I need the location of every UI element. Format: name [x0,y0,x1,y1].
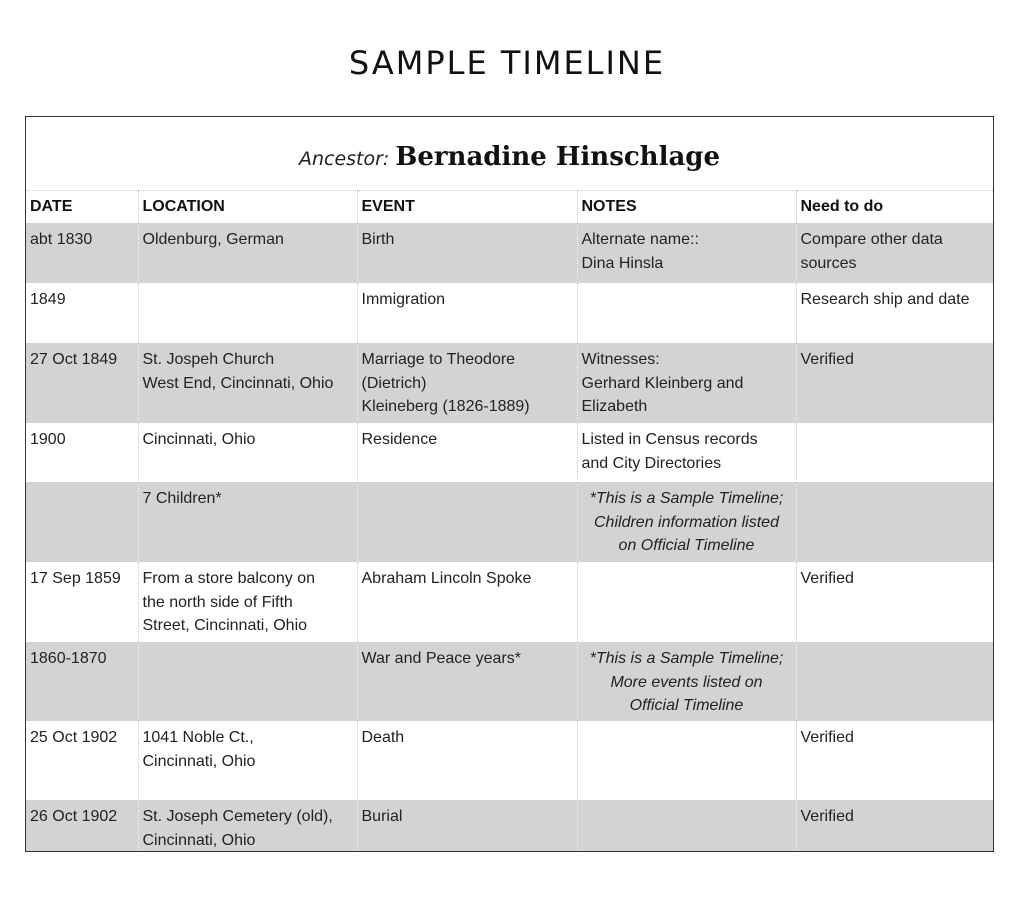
cell-line: St. Joseph Cemetery (old), [142,808,333,825]
cell-todo [796,562,993,642]
column-header-location: LOCATION [138,191,357,224]
cell-date [26,482,138,562]
cell-date [26,283,138,343]
cell-line: Marriage to Theodore [361,351,516,368]
ancestor-name: Bernadine Hinschlage [395,142,721,172]
cell-line: Residence [361,431,438,448]
cell-notes [577,562,796,642]
cell-notes [577,423,796,482]
cell-line: the north side of Fifth [142,593,293,611]
cell-event [357,283,577,343]
cell-line: Compare other data [800,231,943,248]
column-header-notes: NOTES [577,191,796,224]
cell-todo [796,223,993,283]
cell-text: 1860-1870 [30,650,107,667]
cell-location [138,642,357,721]
cell-line: More events listed on [610,673,763,691]
cell-notes [577,482,796,562]
cell-todo [796,423,993,482]
cell-event [357,721,577,800]
cell-todo [796,721,993,800]
cell-notes [577,642,796,721]
cell-text: abt 1830 [30,231,93,248]
cell-event [357,343,577,423]
page-title: SAMPLE TIMELINE [348,44,666,82]
cell-event [357,800,577,852]
cell-text: 27 Oct 1849 [30,351,118,368]
cell-line: Death [361,729,405,746]
cell-line: Verified [800,729,854,746]
table-row [26,482,993,562]
cell-line: Verified [800,570,854,587]
cell-event [357,223,577,283]
table-row [26,343,993,423]
table-row [26,223,993,283]
cell-date [26,423,138,482]
cell-event [357,562,577,642]
cell-line: Gerhard Kleinberg and [581,374,744,392]
cell-line: 7 Children* [142,490,222,507]
cell-notes [577,223,796,283]
cell-line: War and Peace years* [361,650,521,667]
cell-line: *This is a Sample Timeline; [589,650,784,667]
cell-location [138,482,357,562]
cell-event [357,642,577,721]
cell-date [26,562,138,642]
table-row [26,562,993,642]
table-row [26,642,993,721]
cell-line: Street, Cincinnati, Ohio [142,617,308,634]
column-header-event: EVENT [357,191,577,224]
table-row [26,721,993,800]
cell-date [26,721,138,800]
cell-text: 1849 [30,291,66,308]
cell-line: Cincinnati, Ohio [142,752,256,770]
cell-todo [796,482,993,562]
cell-line: sources [800,254,857,272]
cell-line: Official Timeline [629,697,744,714]
cell-notes [577,343,796,423]
cell-location [138,343,357,423]
cell-line: St. Jospeh Church [142,351,275,368]
cell-text: 25 Oct 1902 [30,729,118,746]
cell-todo [796,642,993,721]
cell-date [26,223,138,283]
cell-line: Abraham Lincoln Spoke [361,570,532,587]
cell-location [138,562,357,642]
cell-line: Children information listed [594,513,779,531]
cell-line: Witnesses: [581,351,660,368]
cell-text: 17 Sep 1859 [30,570,121,587]
table-row [26,283,993,343]
cell-notes [577,721,796,800]
cell-line: From a store balcony on [142,570,316,587]
cell-line: Kleineberg (1826-1889) [361,398,530,415]
ancestor-header [26,117,993,190]
cell-line: Immigration [361,291,446,308]
cell-notes [577,283,796,343]
column-header-date: DATE [26,191,138,224]
header-row [26,191,993,224]
cell-location [138,423,357,482]
table-row [26,423,993,482]
cell-line: and City Directories [581,454,722,472]
cell-event [357,482,577,562]
cell-location [138,283,357,343]
cell-todo [796,343,993,423]
cell-line: Birth [361,231,395,248]
cell-text: 1900 [30,431,66,448]
cell-location [138,721,357,800]
cell-line: Oldenburg, German [142,231,284,248]
table-row [26,800,993,852]
cell-line: 1041 Noble Ct., [142,729,254,746]
cell-line: Verified [800,351,854,368]
cell-line: (Dietrich) [361,374,427,392]
cell-line: Listed in Census records [581,431,758,448]
cell-line: Cincinnati, Ohio [142,831,256,849]
cell-line: West End, Cincinnati, Ohio [142,374,334,392]
cell-line: on Official Timeline [618,537,755,554]
ancestor-label: Ancestor: [298,148,390,170]
cell-todo [796,283,993,343]
cell-event [357,423,577,482]
timeline-sheet [25,116,994,852]
cell-line: Alternate name:: [581,231,699,248]
cell-location [138,223,357,283]
cell-notes [577,800,796,852]
cell-line: Elizabeth [581,398,648,415]
cell-line: Cincinnati, Ohio [142,431,256,448]
cell-line: Research ship and date [800,291,970,308]
cell-text: 26 Oct 1902 [30,808,118,825]
cell-line: Verified [800,808,854,825]
cell-date [26,800,138,852]
cell-line: Burial [361,808,403,825]
cell-location [138,800,357,852]
cell-line: Dina Hinsla [581,254,664,272]
timeline-table [26,190,993,852]
cell-line: *This is a Sample Timeline; [589,490,784,507]
cell-date [26,343,138,423]
cell-date [26,642,138,721]
column-header-need-to-do: Need to do [796,191,993,224]
cell-todo [796,800,993,852]
